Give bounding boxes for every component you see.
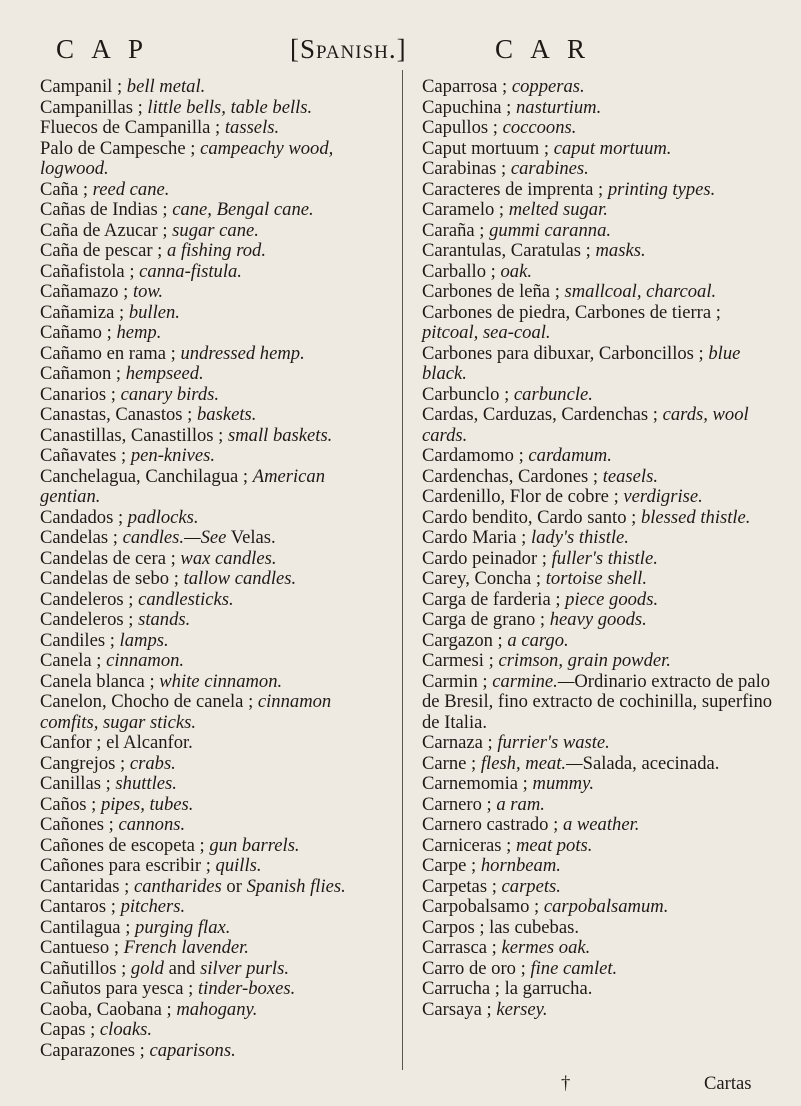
spanish-term: Canela blanca ; — [40, 670, 160, 692]
dictionary-entry — [40, 405, 365, 426]
english-term: a fishing rod. — [167, 240, 267, 261]
english-term: a weather. — [562, 814, 640, 835]
english-term: carabines. — [510, 158, 589, 179]
dictionary-entry — [422, 774, 774, 795]
english-term: cardamum. — [528, 445, 612, 466]
header-language-label: [Spanish.] — [290, 34, 407, 64]
english-term: stands. — [138, 609, 191, 630]
dictionary-entry — [422, 241, 774, 262]
spanish-term: Caña de Azucar ; — [40, 219, 173, 241]
english-term: cane, Bengal cane. — [172, 199, 314, 220]
spanish-term: Cargazon ; — [422, 629, 508, 651]
spanish-term: Caña de pescar ; — [40, 240, 167, 261]
spanish-term: Carnemomia ; — [422, 773, 533, 794]
spanish-term: Cañutillos ; — [40, 957, 131, 979]
spanish-term: Cañones para escribir ; — [40, 855, 216, 876]
dictionary-entry — [422, 836, 774, 857]
english-term: American gentian. — [40, 465, 326, 507]
english-term: caparisons. — [149, 1039, 236, 1061]
english-term: baskets. — [197, 404, 257, 425]
english-term: pipes, tubes. — [100, 793, 194, 815]
english-term: undressed hemp. — [180, 342, 305, 364]
spanish-term: Campanil ; — [40, 76, 127, 97]
spanish-term: Carbunclo ; — [422, 383, 514, 405]
english-term: a cargo. — [507, 629, 569, 651]
english-term: gun barrels. — [209, 834, 300, 856]
spanish-term: Caños ; — [40, 793, 101, 815]
english-term: candles.—See — [122, 527, 227, 548]
dictionary-entry — [422, 528, 774, 549]
english-term: shuttles. — [115, 773, 177, 794]
spanish-term: Cantaros ; — [40, 896, 121, 917]
spanish-term: Carro de oro ; — [422, 957, 531, 979]
dictionary-entry — [422, 651, 774, 672]
dictionary-entry — [422, 159, 774, 180]
spanish-term: Carabinas ; — [422, 158, 511, 179]
english-term: hempseed. — [125, 363, 204, 384]
dictionary-entry — [422, 815, 774, 836]
dictionary-entry — [40, 180, 365, 201]
spanish-term: Cañamo en rama ; — [40, 342, 181, 364]
spanish-term: Carga de farderia ; — [422, 588, 566, 610]
dictionary-entry — [40, 467, 365, 508]
english-term: carbuncle. — [513, 383, 593, 405]
english-term: oak. — [500, 260, 532, 282]
entry-note: Ordinario extracto de palo de Bresil, fino extracto de cochinilla, superfino de Italia. — [422, 670, 773, 733]
spanish-term: Cañamon ; — [40, 363, 126, 384]
spanish-term: Carey, Concha ; — [422, 568, 546, 589]
spanish-term: Caput mortuum ; — [422, 137, 554, 159]
dictionary-entry — [40, 692, 365, 733]
spanish-term: Carpobalsamo ; — [422, 896, 544, 917]
spanish-term: Cañas de Indias ; — [40, 199, 173, 220]
english-term: canna-fistula. — [139, 260, 242, 282]
spanish-term: Caraña ; — [422, 219, 490, 241]
english-term: small baskets. — [228, 424, 333, 446]
spanish-term: Candelas ; — [40, 527, 123, 548]
dictionary-entry — [40, 590, 365, 611]
english-term: caput mortuum. — [553, 137, 672, 159]
english-term: silver purls. — [200, 957, 289, 979]
spanish-term: Candeleros ; — [40, 588, 139, 610]
dictionary-entry — [40, 754, 365, 775]
spanish-term: Candiles ; — [40, 629, 120, 651]
english-term: pitcoal, sea-coal. — [422, 322, 551, 343]
spanish-term: Canastillas, Canastillos ; — [40, 424, 228, 446]
dictionary-entry — [40, 200, 365, 221]
english-term: nasturtium. — [515, 96, 602, 118]
spanish-term: Cantilagua ; — [40, 916, 136, 938]
dictionary-entry — [422, 877, 774, 898]
spanish-term: Cardas, Carduzas, Cardenchas ; — [422, 404, 663, 425]
english-term: blue black. — [422, 342, 741, 384]
dictionary-entry — [40, 528, 365, 549]
spanish-term: Cañamiza ; — [40, 301, 129, 323]
dictionary-entry — [422, 180, 774, 201]
english-term: padlocks. — [127, 506, 199, 528]
english-term: mahogany. — [176, 998, 258, 1020]
english-term: gold — [130, 957, 164, 979]
english-term: carmine.— — [492, 670, 575, 692]
english-term: cannons. — [118, 814, 186, 835]
spanish-term: Candeleros ; — [40, 609, 139, 630]
english-term: carpets. — [501, 875, 561, 897]
spanish-term: Cañamo ; — [40, 322, 117, 343]
dictionary-entry — [422, 1000, 774, 1021]
spanish-term: Candelas de cera ; — [40, 547, 181, 569]
spanish-term: Capas ; — [40, 1019, 100, 1040]
dictionary-entry — [40, 918, 365, 939]
english-term: white cinnamon. — [159, 670, 283, 692]
english-term: cinnamon. — [106, 650, 185, 671]
english-term: little bells, table bells. — [147, 96, 313, 118]
spanish-term: Capullos ; — [422, 117, 503, 138]
dictionary-entry — [40, 610, 365, 631]
dictionary-entry — [422, 139, 774, 160]
english-term: cards, wool cards. — [422, 404, 749, 446]
dictionary-entry — [40, 877, 365, 898]
dictionary-entry — [422, 938, 774, 959]
spanish-term: Caña ; — [40, 178, 93, 200]
entry-note: Velas. — [226, 527, 276, 548]
column-divider — [402, 70, 403, 1070]
spanish-term: Carne ; — [422, 752, 481, 774]
english-term: quills. — [215, 855, 262, 876]
spanish-term: Cañamazo ; — [40, 281, 133, 302]
english-term: melted sugar. — [508, 199, 608, 220]
english-term: lady's thistle. — [530, 527, 629, 548]
english-term: a ram. — [496, 793, 545, 815]
spanish-term: Carantulas, Caratulas ; — [422, 240, 596, 261]
spanish-term: Caramelo ; — [422, 199, 509, 220]
dictionary-entry — [422, 918, 774, 939]
spanish-term: Cardenillo, Flor de cobre ; — [422, 486, 624, 507]
english-term: printing types. — [607, 178, 716, 200]
english-term: kersey. — [496, 998, 548, 1020]
english-term: flesh, meat.— — [480, 752, 583, 774]
spanish-term: Cardenchas, Cardones ; — [422, 465, 603, 487]
dictionary-entry — [40, 385, 365, 406]
dictionary-entry — [422, 446, 774, 467]
dictionary-entry — [422, 221, 774, 242]
spanish-term: Carnero ; — [422, 793, 497, 815]
dictionary-entry — [40, 364, 365, 385]
spanish-term: Carmin ; — [422, 670, 493, 692]
entry-note: and — [163, 957, 201, 979]
spanish-term: Cañones de escopeta ; — [40, 834, 210, 856]
english-term: cantharides — [133, 875, 222, 897]
dictionary-entry — [40, 77, 365, 98]
english-term: heavy goods. — [549, 609, 647, 630]
english-term: coccoons. — [502, 117, 577, 138]
english-term: fine camlet. — [530, 957, 618, 979]
spanish-term: Candados ; — [40, 506, 128, 528]
english-term: pitchers. — [120, 896, 186, 917]
entry-note: or — [221, 875, 247, 897]
english-term: tinder-boxes. — [198, 978, 296, 999]
dictionary-entry — [422, 262, 774, 283]
english-term: copperas. — [511, 76, 585, 97]
dictionary-entry — [422, 754, 774, 775]
dictionary-entry — [422, 303, 774, 344]
dictionary-entry — [40, 221, 365, 242]
spanish-term: Carsaya ; — [422, 998, 497, 1020]
english-term: reed cane. — [92, 178, 170, 200]
spanish-term: Fluecos de Campanilla ; — [40, 117, 225, 138]
english-term: smallcoal, charcoal. — [564, 281, 717, 302]
dictionary-entry — [40, 959, 365, 980]
dictionary-entry — [40, 241, 365, 262]
dictionary-entry — [40, 344, 365, 365]
english-term: tassels. — [224, 117, 280, 138]
spanish-term: Canela ; — [40, 650, 107, 671]
spanish-term: Canarios ; — [40, 383, 121, 405]
english-term: pen-knives. — [130, 445, 216, 466]
spanish-term: Cardo bendito, Cardo santo ; — [422, 506, 641, 528]
dictionary-entry — [422, 959, 774, 980]
dictionary-entry — [40, 774, 365, 795]
dictionary-entry — [422, 549, 774, 570]
spanish-term: Caparrosa ; — [422, 76, 512, 97]
dictionary-entry — [40, 118, 365, 139]
english-term: verdigrise. — [623, 486, 703, 507]
dictionary-entry — [422, 631, 774, 652]
english-term: tallow candles. — [183, 568, 297, 589]
dictionary-entry — [40, 1000, 365, 1021]
dictionary-entry — [422, 344, 774, 385]
english-term: teasels. — [602, 465, 658, 487]
dictionary-entry — [422, 405, 774, 446]
catchword: Cartas — [704, 1073, 752, 1094]
right-column — [422, 77, 774, 1020]
header-right-guide: C A R — [495, 34, 592, 64]
spanish-term: Canchelagua, Canchilagua ; — [40, 465, 253, 487]
english-term: masks. — [595, 240, 646, 261]
dictionary-entry — [40, 508, 365, 529]
dictionary-entry — [422, 569, 774, 590]
dictionary-entry — [40, 569, 365, 590]
spanish-term: Cañavates ; — [40, 445, 131, 466]
header-left-guide: C A P — [56, 34, 150, 64]
english-term: wax candles. — [180, 547, 277, 569]
left-column — [40, 77, 365, 1061]
spanish-term: Canastas, Canastos ; — [40, 404, 197, 425]
dictionary-entry — [40, 938, 365, 959]
dictionary-entry — [40, 815, 365, 836]
dictionary-entry — [422, 385, 774, 406]
spanish-term: Canelon, Chocho de canela ; — [40, 691, 258, 712]
dictionary-entry — [422, 467, 774, 488]
dictionary-entry — [422, 98, 774, 119]
page-header — [0, 34, 801, 68]
dictionary-entry — [422, 508, 774, 529]
english-term: kermes oak. — [501, 937, 591, 958]
english-term: meat pots. — [515, 834, 593, 856]
english-term: blessed thistle. — [640, 506, 751, 528]
english-term: candlesticks. — [138, 588, 234, 610]
spanish-term: Candelas de sebo ; — [40, 568, 184, 589]
spanish-term: Carpe ; — [422, 855, 481, 876]
spanish-term: Canfor ; el Alcanfor. — [40, 732, 193, 753]
english-term: sugar cane. — [172, 219, 259, 241]
spanish-term: Carbones de leña ; — [422, 281, 565, 302]
spanish-term: Cañutos para yesca ; — [40, 978, 198, 999]
dictionary-entry — [422, 590, 774, 611]
english-term: tortoise shell. — [545, 568, 647, 589]
dictionary-entry — [40, 795, 365, 816]
dictionary-entry — [40, 979, 365, 1000]
spanish-term: Caracteres de imprenta ; — [422, 178, 608, 200]
english-term: campeachy wood, logwood. — [40, 137, 334, 179]
spanish-term: Carnaza ; — [422, 732, 498, 753]
english-term: purging flax. — [135, 916, 231, 938]
spanish-term: Carpos ; las cubebas. — [422, 916, 579, 938]
spanish-term: Carrasca ; — [422, 937, 502, 958]
dictionary-entry — [422, 795, 774, 816]
spanish-term: Cardo Maria ; — [422, 527, 531, 548]
dictionary-entry — [422, 487, 774, 508]
english-term: canary birds. — [120, 383, 220, 405]
english-term: crabs. — [129, 752, 176, 774]
spanish-term: Cardo peinador ; — [422, 547, 552, 569]
spanish-term: Cantaridas ; — [40, 875, 134, 897]
dictionary-entry — [40, 98, 365, 119]
dictionary-entry — [40, 1041, 365, 1062]
spanish-term: Caparazones ; — [40, 1039, 150, 1061]
english-term: hemp. — [116, 322, 162, 343]
english-term: crimson, grain powder. — [498, 650, 671, 671]
entry-note: Salada, acecinada. — [582, 752, 720, 774]
dictionary-entry — [40, 323, 365, 344]
spanish-term: Carbones para dibuxar, Carboncillos ; — [422, 342, 709, 364]
english-term: piece goods. — [565, 588, 659, 610]
english-term: gummi caranna. — [489, 219, 612, 241]
dictionary-entry — [40, 262, 365, 283]
dictionary-entry — [422, 856, 774, 877]
dictionary-entry — [422, 610, 774, 631]
dictionary-entry — [40, 426, 365, 447]
spanish-term: Cañafistola ; — [40, 260, 140, 282]
spanish-term: Palo de Campesche ; — [40, 137, 201, 159]
dictionary-entry — [40, 733, 365, 754]
english-term: cloaks. — [99, 1019, 153, 1040]
spanish-term: Carrucha ; la garrucha. — [422, 978, 593, 999]
dictionary-entry — [40, 282, 365, 303]
signature-mark: † — [561, 1073, 571, 1094]
dictionary-entry — [422, 77, 774, 98]
spanish-term: Campanillas ; — [40, 96, 148, 118]
english-term: carpobalsamum. — [543, 896, 669, 917]
dictionary-entry — [422, 897, 774, 918]
spanish-term: Carga de grano ; — [422, 609, 550, 630]
english-term: bullen. — [128, 301, 180, 323]
spanish-term: Cangrejos ; — [40, 752, 130, 774]
english-term: lamps. — [119, 629, 169, 651]
dictionary-entry — [40, 836, 365, 857]
spanish-term: Carnero castrado ; — [422, 814, 563, 835]
spanish-term: Carpetas ; — [422, 875, 502, 897]
dictionary-entry — [40, 897, 365, 918]
spanish-term: Carmesi ; — [422, 650, 499, 671]
spanish-term: Canillas ; — [40, 773, 116, 794]
dictionary-entry — [40, 1020, 365, 1041]
dictionary-entry — [40, 651, 365, 672]
dictionary-entry — [422, 672, 774, 734]
dictionary-entry — [422, 979, 774, 1000]
dictionary-entry — [40, 303, 365, 324]
dictionary-entry — [40, 856, 365, 877]
spanish-term: Cañones ; — [40, 814, 119, 835]
dictionary-entry — [422, 282, 774, 303]
english-term: fuller's thistle. — [551, 547, 658, 569]
dictionary-entry — [40, 446, 365, 467]
spanish-term: Carbones de piedra, Carbones de tierra ; — [422, 301, 721, 323]
english-term: Spanish flies. — [246, 875, 346, 897]
english-term: furrier's waste. — [497, 732, 610, 753]
dictionary-entry — [40, 549, 365, 570]
english-term: hornbeam. — [480, 855, 561, 876]
dictionary-entry — [40, 139, 365, 180]
dictionary-entry — [422, 200, 774, 221]
spanish-term: Cantueso ; — [40, 937, 124, 958]
spanish-term: Cardamomo ; — [422, 445, 529, 466]
english-term: tow. — [132, 281, 164, 302]
spanish-term: Caoba, Caobana ; — [40, 998, 177, 1020]
spanish-term: Carniceras ; — [422, 834, 516, 856]
dictionary-entry — [40, 672, 365, 693]
spanish-term: Carballo ; — [422, 260, 501, 282]
english-term: mummy. — [532, 773, 594, 794]
english-term: French lavender. — [123, 937, 249, 958]
dictionary-entry — [40, 631, 365, 652]
english-term: bell metal. — [126, 76, 206, 97]
dictionary-entry — [422, 118, 774, 139]
english-term: cinnamon comfits, sugar sticks. — [40, 691, 332, 733]
spanish-term: Capuchina ; — [422, 96, 516, 118]
dictionary-entry — [422, 733, 774, 754]
